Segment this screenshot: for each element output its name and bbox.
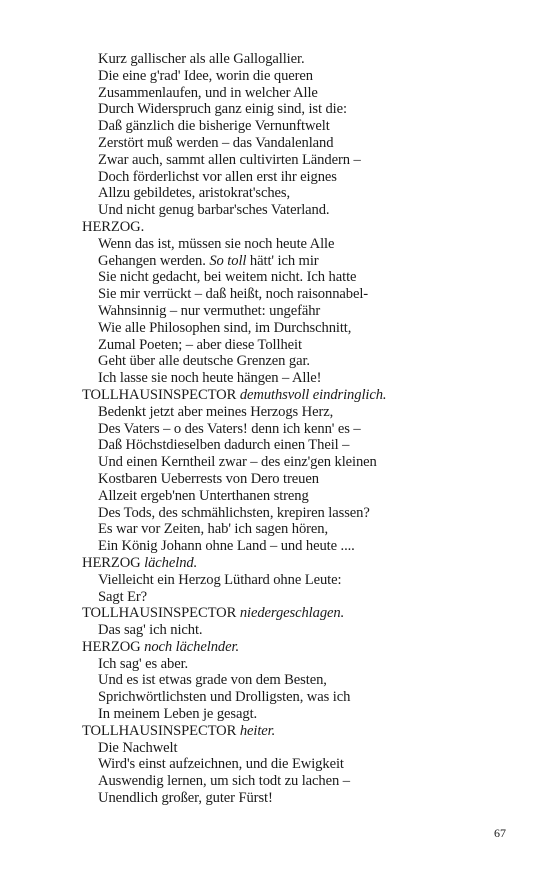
- speaker-line: [82, 555, 522, 572]
- verse-line: Allzu gebildetes, aristokrat'sches,: [98, 185, 291, 202]
- verse-line: [82, 253, 522, 270]
- verse-line: Geht über alle deutsche Grenzen gar.: [98, 353, 310, 370]
- speaker-line: [82, 639, 522, 656]
- verse-line: Des Vaters – o des Vaters! denn ich kenn' es –: [98, 420, 361, 437]
- verse-line: Durch Widerspruch ganz einig sind, ist die:: [98, 101, 347, 118]
- verse-line: Bedenkt jetzt aber meines Herzogs Herz,: [98, 403, 334, 420]
- verse-line: Wenn das ist, müssen sie noch heute Alle: [98, 235, 335, 252]
- speaker-name: TOLLHAUSINSPECTOR: [82, 605, 240, 622]
- verse-line: Wie alle Philosophen sind, im Durchschnitt,: [98, 319, 352, 336]
- verse-line: Auswendig lernen, um sich todt zu lachen –: [98, 773, 350, 790]
- verse-text: hätt' ich mir: [246, 252, 319, 269]
- speaker-name: HERZOG: [82, 554, 145, 571]
- speaker-line: [82, 723, 522, 740]
- verse-line: Zerstört muß werden – das Vandalenland: [98, 134, 334, 151]
- verse-line: Zwar auch, sammt allen cultivirten Ländern –: [98, 151, 361, 168]
- verse-line: Vielleicht ein Herzog Lüthard ohne Leute:: [98, 571, 342, 588]
- verse-line: Wird's einst aufzeichnen, und die Ewigkeit: [98, 756, 344, 773]
- verse-line: Sagt Er?: [98, 588, 148, 605]
- verse-line: Sie mir verrückt – daß heißt, noch raisonnabel-: [98, 286, 369, 303]
- verse-line: Zusammenlaufen, und in welcher Alle: [98, 84, 318, 101]
- verse-text: Gehangen werden.: [98, 252, 210, 269]
- verse-line: In meinem Leben je gesagt.: [98, 706, 258, 723]
- speaker-line: [82, 605, 522, 622]
- verse-line: Sprichwörtlichsten und Drolligsten, was ich: [98, 689, 351, 706]
- verse-line: Ich sag' es aber.: [98, 655, 189, 672]
- emphasis-text: So toll: [209, 252, 247, 269]
- verse-line: Daß gänzlich die bisherige Vernunftwelt: [98, 118, 330, 135]
- speaker-name: HERZOG.: [82, 218, 145, 235]
- verse-line: Daß Höchstdieselben dadurch einen Theil –: [98, 437, 350, 454]
- speaker-name: HERZOG: [82, 638, 145, 655]
- verse-line: Kurz gallischer als alle Gallogallier.: [98, 51, 305, 67]
- stage-direction: heiter.: [239, 722, 276, 739]
- verse-line: Das sag' ich nicht.: [98, 622, 203, 639]
- verse-line: Und einen Kerntheil zwar – des einz'gen kleinen: [98, 454, 377, 471]
- verse-line: Und nicht genug barbar'sches Vaterland.: [98, 202, 330, 219]
- speaker-name: TOLLHAUSINSPECTOR: [82, 722, 240, 739]
- verse-line: Allzeit ergeb'nen Unterthanen streng: [98, 487, 309, 504]
- verse-line: Des Tods, des schmählichsten, krepiren lassen?: [98, 504, 370, 521]
- verse-line: Kostbaren Ueberrests von Dero treuen: [98, 470, 319, 487]
- verse-line: Ein König Johann ohne Land – und heute ....: [98, 538, 355, 555]
- verse-line: Zumal Poeten; – aber diese Tollheit: [98, 336, 302, 353]
- speaker-name: TOLLHAUSINSPECTOR: [82, 386, 240, 403]
- verse-line: Die eine g'rad' Idee, worin die queren: [98, 67, 313, 84]
- page-text: [82, 51, 522, 807]
- verse-line: Ich lasse sie noch heute hängen – Alle!: [98, 370, 322, 387]
- page-number: 67: [494, 826, 506, 840]
- verse-line: Und es ist etwas grade von dem Besten,: [98, 672, 327, 689]
- verse-line: Unendlich großer, guter Fürst!: [98, 790, 273, 807]
- stage-direction: niedergeschlagen.: [239, 605, 345, 622]
- verse-line: Die Nachwelt: [98, 739, 178, 756]
- verse-line: Wahnsinnig – nur vermuthet: ungefähr: [98, 302, 321, 319]
- stage-direction: demuthsvoll eindringlich.: [239, 386, 387, 403]
- speaker-line: [82, 387, 522, 404]
- verse-line: Es war vor Zeiten, hab' ich sagen hören,: [98, 521, 329, 538]
- speaker-line: [82, 219, 522, 236]
- stage-direction: noch lächelnder.: [144, 638, 239, 655]
- stage-direction: lächelnd.: [144, 554, 198, 571]
- verse-line: Doch förderlichst vor allen erst ihr eignes: [98, 168, 337, 185]
- verse-line: Sie nicht gedacht, bei weitem nicht. Ich hatte: [98, 269, 357, 286]
